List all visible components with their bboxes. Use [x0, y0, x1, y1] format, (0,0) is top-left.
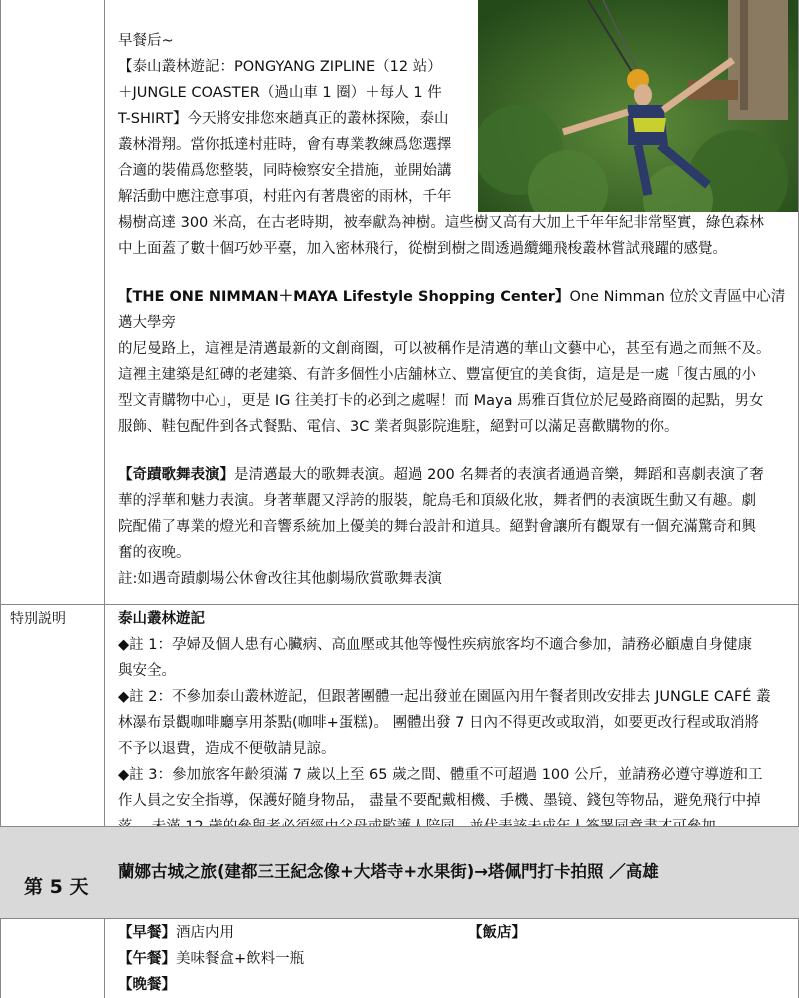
meal-row	[118, 946, 718, 972]
breakfast-text: 【早餐】酒店内用	[118, 925, 234, 941]
cabaret-paragraph	[118, 462, 796, 592]
text-line: 合適的裝備爲您整裝，同時檢察安全措施，並開始講	[118, 163, 452, 179]
text-line: 註:如遇奇蹟劇場公休會改往其他劇場欣賞歌舞表演	[118, 571, 442, 587]
note-line: ◆註 2：不參加泰山叢林遊記，但跟著團體一起出發並在園區內用午餐者則改安排去 JUNGLE CAFÉ 叢	[118, 689, 771, 705]
text-line: 【THE ONE NIMMAN＋MAYA Lifestyle Shopping Center】One Nimman 位於文青區中心清邁大學旁	[118, 289, 786, 331]
special-notes-title: 泰山叢林遊記	[118, 611, 205, 627]
day5-top-rule	[0, 826, 799, 827]
text-line: 【奇蹟歌舞表演】是清邁最大的歌舞表演。超過 200 名舞者的表演者通過音樂，舞蹈和喜劇表演了奢	[118, 467, 764, 483]
text-line: 這裡主建築是紅磚的老建築、有許多個性小店舖林立、豐富便宜的美食街，這是是一處「復古風的小	[118, 367, 756, 383]
text-line: 【泰山叢林遊記：PONGYANG ZIPLINE（12 站）	[118, 59, 442, 75]
special-notes-label: 特別説明	[10, 611, 66, 627]
note-line: ◆註 3：參加旅客年齡須滿 7 歲以上至 65 歲之間、體重不可超過 100 公斤，並請務必遵守導遊和工	[118, 767, 763, 783]
one-nimman-paragraph	[118, 284, 796, 440]
text-line: 型文青購物中心」，更是 IG 往美打卡的必到之處喔！而 Maya 馬雅百貨位於尼曼路商圈的起點，男女	[118, 393, 764, 409]
text-line: 服飾、鞋包配件到各式餐點、電信、3C 業者與影院進駐，絕對可以滿足喜歡購物的你。	[118, 419, 679, 435]
text-line: 中上面蓋了數十個巧妙平臺，加入密林飛行，從樹到樹之間透過纜繩飛梭叢林嘗試飛躍的感覺。	[118, 241, 727, 257]
lunch-text: 【午餐】美味餐盒+飲料一瓶	[118, 951, 305, 967]
note-line: 作人員之安全指導，保護好隨身物品， 盡量不要配戴相機、手機、墨镜、錢包等物品，避免飛行中掉	[118, 793, 761, 809]
text-line: 叢林滑翔。當你抵達村莊時，會有專業教練爲您選擇	[118, 137, 452, 153]
note-line: 與安全。	[118, 663, 176, 679]
note-line: 林瀑布景觀咖啡廳享用茶點(咖啡+蛋糕)。 團體出發 7 日內不得更改或取消，如要更改行程或取消將	[118, 715, 760, 731]
text-line: 楊樹高達 300 米高，在古老時期，被奉獻為神樹。這些樹又高有大加上千年年紀非常堅實，綠色森林	[118, 215, 764, 231]
hotel-text: 【飯店】	[468, 925, 526, 941]
meal-row	[118, 972, 718, 998]
day4-content	[118, 28, 796, 592]
special-notes-content	[118, 606, 796, 840]
text-line: ＋JUNGLE COASTER（過山車 1 圈）＋每人 1 件	[118, 85, 442, 101]
text-line: 早餐后~	[118, 33, 174, 49]
text-line: T-SHIRT】今天將安排您來趟真正的叢林探險，泰山	[118, 111, 449, 127]
day5-bottom-rule	[0, 918, 799, 919]
dinner-text: 【晚餐】	[118, 977, 176, 993]
day5-title: 蘭娜古城之旅(建都三王紀念像+大塔寺+水果街)→塔佩門打卡拍照 ／高雄	[118, 862, 659, 881]
note-line: ◆註 1：孕婦及個人患有心臟病、高血壓或其他等慢性疾病旅客均不適合參加，請務必顧慮自身健康	[118, 637, 752, 653]
day5-label: 第 5 天	[24, 876, 89, 898]
text-line: 奮的夜晚。	[118, 545, 191, 561]
text-line: 院配備了專業的燈光和音響系統加上優美的舞台設計和道具。絕對會讓所有觀眾有一個充滿驚奇和興	[118, 519, 756, 535]
text-line: 華的浮華和魅力表演。身著華麗又浮誇的服裝，鴕鳥毛和頂級化妝，舞者們的表演既生動又有趣。劇	[118, 493, 756, 509]
special-row-top-rule	[0, 604, 799, 605]
meal-row	[118, 920, 718, 946]
text-line: 解活動中應注意事項，村莊內有著農密的雨林，千年	[118, 189, 452, 205]
zipline-paragraph	[118, 28, 796, 262]
text-line: 的尼曼路上，這裡是清邁最新的文創商圈，可以被稱作是清邁的華山文藝中心，甚至有過之而無不及。	[118, 341, 771, 357]
note-line: 不予以退費，造成不便敬請見諒。	[118, 741, 336, 757]
day5-meals	[118, 920, 718, 998]
